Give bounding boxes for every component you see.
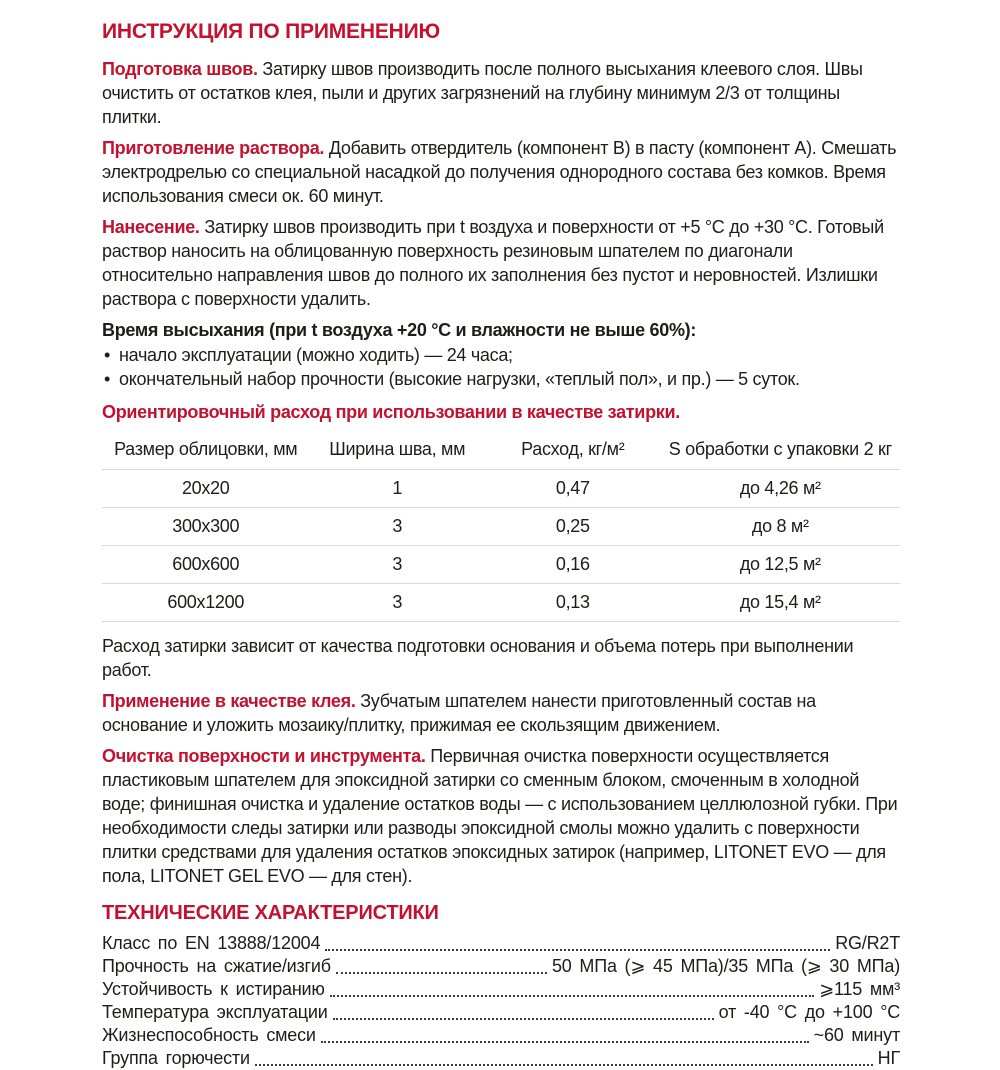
table-cell: 3: [309, 584, 485, 622]
spec-label: Группа горючести: [102, 1048, 250, 1068]
dot-leader: [330, 995, 814, 997]
spec-row: [102, 978, 900, 1001]
dot-leader: [333, 1018, 714, 1020]
spec-row: [102, 932, 900, 955]
spec-label: Устойчивость к истиранию: [102, 979, 325, 999]
table-row: [102, 508, 900, 546]
spec-row: [102, 955, 900, 978]
drying-time-list: [102, 343, 900, 391]
paragraph-cleaning: [102, 744, 900, 888]
paragraph-text: Затирку швов производить при t воздуха и поверхности от +5 °C до +30 °C. Готовый раствор наносить на облицованную поверхность резиновым шпателем по диагонали относительно направления швов до полного их заполнения без пустот и неровностей. Излишки раствора с поверхности удалить.: [102, 217, 884, 309]
spec-value: ~60 минут: [813, 1025, 900, 1045]
spec-value: ⩾115 мм³: [819, 979, 900, 999]
paragraph-lead: Приготовление раствора.: [102, 138, 325, 158]
spec-row: [102, 1047, 900, 1070]
paragraph-mix-preparation: [102, 136, 900, 208]
paragraph-lead: Применение в качестве клея.: [102, 691, 356, 711]
spec-label: Класс по EN 13888/12004: [102, 933, 321, 953]
technical-specs-heading: ТЕХНИЧЕСКИЕ ХАРАКТЕРИСТИКИ: [102, 902, 439, 924]
paragraph-lead: Подготовка швов.: [102, 59, 258, 79]
dot-leader: [255, 1064, 873, 1066]
table-header-row: [102, 433, 900, 470]
column-header-joint-width: Ширина шва, мм: [309, 433, 485, 470]
consumption-note: Расход затирки зависит от качества подготовки основания и объема потерь при выполнении работ.: [102, 636, 854, 680]
table-cell: 0,47: [485, 470, 661, 508]
dot-leader: [325, 949, 830, 951]
list-item: • окончательный набор прочности (высокие нагрузки, «теплый пол», и пр.) — 5 суток.: [102, 367, 900, 391]
table-cell: до 4,26 м²: [661, 470, 900, 508]
paragraph-text: Первичная очистка поверхности осуществляется пластиковым шпателем для эпоксидной затирки со сменным блоком, смоченным в холодной воде; финишная очистка и удаление остатков воды — с использованием целлюлозной губки. При необходимости следы затирки или разводы эпоксидной смолы можно удалить с поверхности плитки средствами для удаления остатков эпоксидных затирок (например, LITONET EVO — для пола, LITONET GEL EVO — для стен).: [102, 746, 898, 886]
column-header-coverage-area: S обработки с упаковки 2 кг: [661, 433, 900, 470]
spec-label: Прочность на сжатие/изгиб: [102, 956, 331, 976]
table-row: [102, 546, 900, 584]
table-cell: 600x600: [102, 546, 309, 584]
paragraph-use-as-adhesive: [102, 689, 900, 737]
consumption-table: [102, 433, 900, 622]
paragraph-application: [102, 215, 900, 311]
spec-row: [102, 1024, 900, 1047]
list-item: • начало эксплуатации (можно ходить) — 24 часа;: [102, 343, 900, 367]
spec-value: НГ: [877, 1048, 900, 1068]
table-row: [102, 470, 900, 508]
table-cell: 0,13: [485, 584, 661, 622]
column-header-tile-size: Размер облицовки, мм: [102, 433, 309, 470]
table-cell: до 12,5 м²: [661, 546, 900, 584]
table-cell: 0,16: [485, 546, 661, 584]
table-cell: 0,25: [485, 508, 661, 546]
table-cell: 3: [309, 508, 485, 546]
table-row: [102, 584, 900, 622]
paragraph-text: Зубчатым шпателем нанести приготовленный состав на основание и уложить мозаику/плитку, прижимая ее скользящим движением.: [102, 691, 816, 735]
dot-leader: [336, 972, 547, 974]
paragraph-text: Затирку швов производить после полного высыхания клеевого слоя. Швы очистить от остатков клея, пыли и других загрязнений на глубину минимум 2/3 от толщины плитки.: [102, 59, 863, 127]
spec-value: RG/R2T: [835, 933, 900, 953]
spec-label: Жизнеспособность смеси: [102, 1025, 316, 1045]
table-cell: до 15,4 м²: [661, 584, 900, 622]
paragraph-lead: Нанесение.: [102, 217, 200, 237]
paragraph-joint-preparation: [102, 57, 900, 129]
paragraph-lead: Очистка поверхности и инструмента.: [102, 746, 426, 766]
table-cell: 20x20: [102, 470, 309, 508]
table-cell: 3: [309, 546, 485, 584]
table-cell: 600x1200: [102, 584, 309, 622]
table-cell: 1: [309, 470, 485, 508]
spec-value: от -40 °C до +100 °C: [718, 1002, 900, 1022]
table-cell: 300x300: [102, 508, 309, 546]
spec-label: Температура эксплуатации: [102, 1002, 328, 1022]
spec-row: [102, 1001, 900, 1024]
spec-value: 50 МПа (⩾ 45 МПа)/35 МПа (⩾ 30 МПа): [551, 956, 900, 976]
column-header-consumption-rate: Расход, кг/м²: [485, 433, 661, 470]
paragraph-text: Добавить отвердитель (компонент B) в пасту (компонент A). Смешать электродрелью со специальной насадкой до получения однородного состава без комков. Время использования смеси ок. 60 минут.: [102, 138, 897, 206]
page-title: ИНСТРУКЦИЯ ПО ПРИМЕНЕНИЮ: [102, 20, 440, 43]
technical-specs-list: [102, 932, 900, 1070]
consumption-heading: Ориентировочный расход при использовании в качестве затирки.: [102, 402, 680, 422]
table-cell: до 8 м²: [661, 508, 900, 546]
drying-time-heading: Время высыхания (при t воздуха +20 °C и влажности не выше 60%):: [102, 320, 697, 340]
dot-leader: [321, 1041, 809, 1043]
